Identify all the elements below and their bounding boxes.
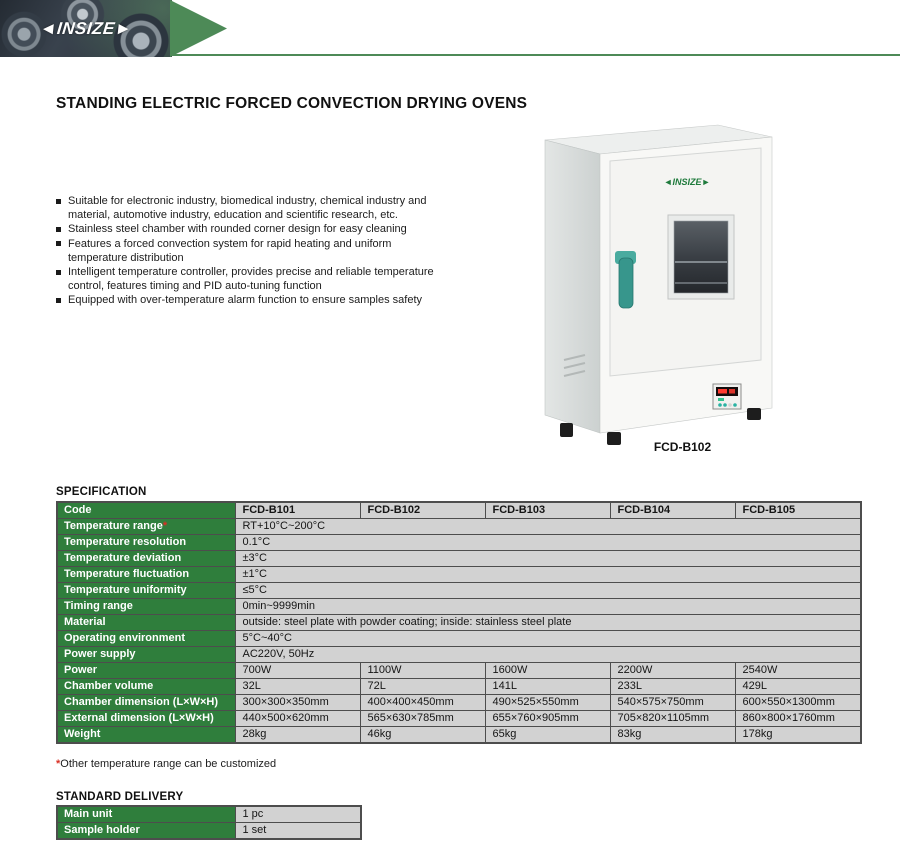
spec-value-cell: 28kg — [235, 727, 360, 744]
spec-label-cell: Temperature resolution — [57, 535, 235, 551]
delivery-value-cell: 1 pc — [235, 806, 361, 823]
list-item: Intelligent temperature controller, provides precise and reliable temperature control, features timing and PID auto-tuning function — [56, 265, 440, 293]
table-row — [57, 631, 861, 647]
spec-value-cell: 655×760×905mm — [485, 711, 610, 727]
delivery-label-cell: Main unit — [57, 806, 235, 823]
specification-heading: SPECIFICATION — [56, 486, 147, 498]
spec-label-cell: Power supply — [57, 647, 235, 663]
footnote-text: Other temperature range can be customized — [60, 758, 277, 770]
spec-label-cell: Chamber volume — [57, 679, 235, 695]
table-row — [57, 663, 861, 679]
table-row — [57, 519, 861, 535]
spec-value-cell: outside: steel plate with powder coating; inside: stainless steel plate — [235, 615, 861, 631]
spec-value-cell: ±1°C — [235, 567, 861, 583]
oven-foot — [560, 423, 573, 437]
list-item: Stainless steel chamber with rounded corner design for easy cleaning — [56, 222, 440, 236]
spec-label-cell — [57, 519, 235, 535]
table-row — [57, 567, 861, 583]
spec-value-cell: 565×630×785mm — [360, 711, 485, 727]
spec-model-cell: FCD-B102 — [360, 502, 485, 519]
spec-value-cell: 65kg — [485, 727, 610, 744]
spec-value-cell: 0.1°C — [235, 535, 861, 551]
list-item: Equipped with over-temperature alarm function to ensure samples safety — [56, 293, 440, 307]
table-row — [57, 647, 861, 663]
spec-label-cell: Power — [57, 663, 235, 679]
standard-delivery-heading: STANDARD DELIVERY — [56, 791, 184, 803]
spec-label-cell: Temperature deviation — [57, 551, 235, 567]
standard-delivery-table — [56, 805, 362, 840]
spec-value-cell: RT+10°C~200°C — [235, 519, 861, 535]
oven-door-logo: ◄INSIZE► — [663, 177, 711, 187]
spec-value-cell: 5°C~40°C — [235, 631, 861, 647]
spec-model-cell: FCD-B105 — [735, 502, 861, 519]
spec-label-cell: Chamber dimension (L×W×H) — [57, 695, 235, 711]
led-digits-green — [718, 398, 724, 401]
oven-foot — [747, 408, 761, 420]
spec-value-cell: 2540W — [735, 663, 861, 679]
spec-label-cell: Code — [57, 502, 235, 519]
spec-label-cell: External dimension (L×W×H) — [57, 711, 235, 727]
led-digits — [729, 389, 735, 394]
spec-value-cell: 0min~9999min — [235, 599, 861, 615]
table-row — [57, 535, 861, 551]
delivery-value-cell: 1 set — [235, 823, 361, 840]
list-item: Suitable for electronic industry, biomedical industry, chemical industry and material, automotive industry, education and scientific research, etc. — [56, 194, 440, 222]
spec-value-cell: 83kg — [610, 727, 735, 744]
table-row — [57, 502, 861, 519]
table-row — [57, 583, 861, 599]
table-row — [57, 806, 361, 823]
spec-label-text: Temperature range — [64, 520, 163, 532]
page-title: STANDING ELECTRIC FORCED CONVECTION DRYING OVENS — [56, 95, 528, 112]
table-row — [57, 551, 861, 567]
spec-value-cell: 440×500×620mm — [235, 711, 360, 727]
spec-label-cell: Temperature uniformity — [57, 583, 235, 599]
spec-value-cell: 141L — [485, 679, 610, 695]
spec-value-cell: 300×300×350mm — [235, 695, 360, 711]
spec-value-cell: 46kg — [360, 727, 485, 744]
table-row — [57, 679, 861, 695]
spec-value-cell: 490×525×550mm — [485, 695, 610, 711]
oven-foot — [607, 432, 621, 445]
table-row — [57, 727, 861, 744]
table-row — [57, 615, 861, 631]
table-row — [57, 823, 361, 840]
spec-label-cell: Weight — [57, 727, 235, 744]
spec-label-cell: Timing range — [57, 599, 235, 615]
spec-value-cell: 600×550×1300mm — [735, 695, 861, 711]
spec-value-cell: 860×800×1760mm — [735, 711, 861, 727]
spec-model-cell: FCD-B103 — [485, 502, 610, 519]
spec-label-cell: Material — [57, 615, 235, 631]
led-digits — [718, 389, 727, 394]
door-handle-bar — [619, 258, 633, 308]
table-row — [57, 599, 861, 615]
footnote-marker: * — [56, 758, 61, 770]
oven-side-panel — [545, 140, 600, 433]
spec-value-cell: 178kg — [735, 727, 861, 744]
spec-value-cell: 233L — [610, 679, 735, 695]
feature-list — [56, 194, 440, 308]
spec-value-cell: 540×575×750mm — [610, 695, 735, 711]
table-row — [57, 711, 861, 727]
spec-value-cell: ±3°C — [235, 551, 861, 567]
delivery-label-cell: Sample holder — [57, 823, 235, 840]
insize-logo: ◄INSIZE► — [38, 18, 134, 38]
spec-label-cell: Temperature fluctuation — [57, 567, 235, 583]
spec-value-cell: 429L — [735, 679, 861, 695]
spec-value-cell: 700W — [235, 663, 360, 679]
brand-arrow-shape — [170, 0, 227, 57]
spec-value-cell: 400×400×450mm — [360, 695, 485, 711]
spec-label-cell: Operating environment — [57, 631, 235, 647]
table-row — [57, 695, 861, 711]
product-image — [535, 120, 780, 455]
spec-value-cell: 1600W — [485, 663, 610, 679]
footnote-marker: * — [162, 520, 168, 532]
spec-model-cell: FCD-B104 — [610, 502, 735, 519]
specification-table — [56, 501, 862, 744]
table-footnote — [56, 758, 276, 770]
spec-value-cell: 2200W — [610, 663, 735, 679]
list-item: Features a forced convection system for rapid heating and uniform temperature distribution — [56, 237, 440, 265]
product-caption: FCD-B102 — [653, 440, 712, 454]
spec-value-cell: 1100W — [360, 663, 485, 679]
spec-value-cell: 705×820×1105mm — [610, 711, 735, 727]
spec-value-cell: 32L — [235, 679, 360, 695]
spec-model-cell: FCD-B101 — [235, 502, 360, 519]
spec-value-cell: 72L — [360, 679, 485, 695]
spec-value-cell: AC220V, 50Hz — [235, 647, 861, 663]
spec-value-cell: ≤5°C — [235, 583, 861, 599]
window-glass — [674, 221, 728, 293]
